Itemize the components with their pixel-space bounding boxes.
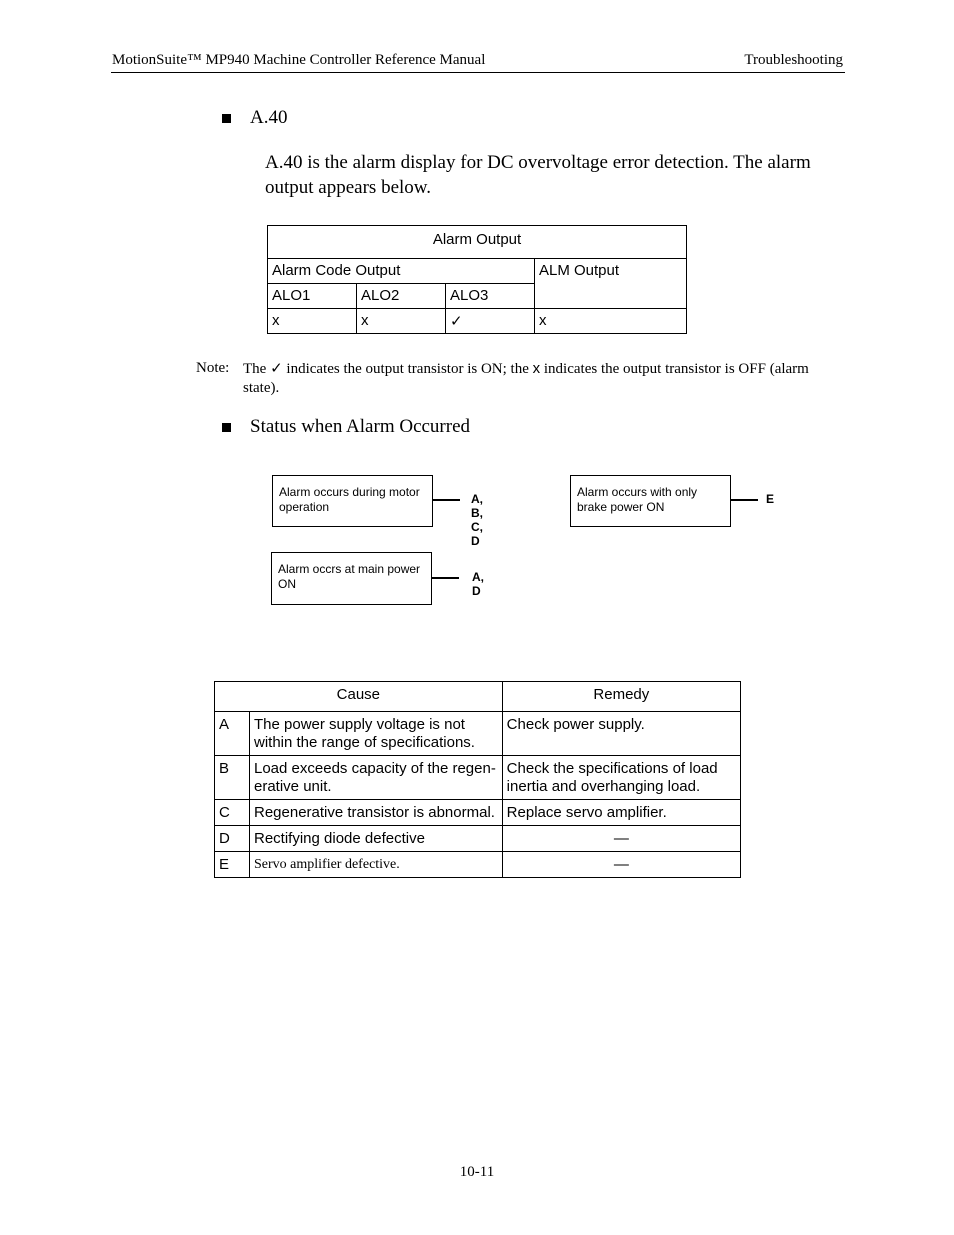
row-letter: D [215, 826, 250, 852]
note-text [243, 359, 816, 398]
connector-line [432, 577, 459, 579]
header-divider [111, 72, 845, 73]
row-remedy: — [502, 852, 740, 878]
cause-header: Cause [215, 682, 503, 712]
check-icon: ✓ [270, 361, 283, 377]
row-cause: The power supply voltage is not within the range of specifications. [250, 712, 503, 756]
row-letter: B [215, 756, 250, 800]
connector-line [433, 499, 460, 501]
status-heading-text: Status when Alarm Occurred [250, 416, 471, 437]
column-alo3: ALO3 [446, 284, 535, 309]
row-cause: Servo amplifier defective. [250, 852, 503, 878]
row-cause: Rectifying diode defective [250, 826, 503, 852]
status-result-brake-power: E [766, 492, 775, 506]
table-row [215, 852, 741, 878]
note-text-1: The [243, 361, 271, 377]
status-result-main-power: A, D [472, 570, 484, 598]
status-heading [222, 416, 470, 438]
alarm-code-output-label: Alarm Code Output [268, 259, 535, 284]
column-alo2: ALO2 [357, 284, 446, 309]
square-bullet-icon [222, 423, 231, 432]
value-alo2: x [357, 309, 446, 334]
alarm-output-title: Alarm Output [268, 226, 687, 259]
alarm-description: A.40 is the alarm display for DC overvoltage error detection. The alarm output appears below. [265, 152, 811, 198]
status-result-motor-operation: A, B, C, D [471, 492, 483, 548]
note-text-2: indicates the output transistor is ON; the [282, 361, 533, 377]
page-number: 10-11 [459, 1164, 495, 1180]
cause-remedy-table [214, 681, 741, 878]
table-row [215, 826, 741, 852]
table-row [215, 800, 741, 826]
status-box-brake-power: Alarm occurs with only brake power ON [570, 475, 731, 527]
alarm-heading [222, 107, 287, 129]
value-alo1: x [268, 309, 357, 334]
column-alo1: ALO1 [268, 284, 357, 309]
remedy-header: Remedy [502, 682, 740, 712]
status-box-main-power: Alarm occrs at main power ON [271, 552, 432, 605]
row-remedy: Check the specifications of load inertia and overhanging load. [502, 756, 740, 800]
row-remedy: Replace servo amplifier. [502, 800, 740, 826]
row-remedy: — [502, 826, 740, 852]
document-title: MotionSuite™ MP940 Machine Controller Reference Manual [112, 52, 486, 68]
alarm-output-table [267, 225, 687, 334]
row-letter: A [215, 712, 250, 756]
note-label: Note: [196, 360, 230, 376]
value-alm: x [535, 309, 687, 334]
connector-line [731, 499, 758, 501]
note [196, 359, 816, 398]
table-row [215, 756, 741, 800]
row-letter: E [215, 852, 250, 878]
status-box-motor-operation: Alarm occurs during motor operation [272, 475, 433, 527]
alm-output-label: ALM Output [535, 259, 687, 309]
row-remedy: Check power supply. [502, 712, 740, 756]
row-cause: Load exceeds capacity of the regen-erative unit. [250, 756, 503, 800]
row-cause: Regenerative transistor is abnormal. [250, 800, 503, 826]
note-text-3: indicates the output transistor is OFF (alarm state). [243, 361, 809, 396]
square-bullet-icon [222, 114, 231, 123]
x-symbol: x [532, 360, 541, 377]
alarm-heading-text: A.40 [250, 107, 288, 128]
value-alo3: ✓ [446, 309, 535, 334]
row-letter: C [215, 800, 250, 826]
section-title: Troubleshooting [744, 52, 843, 68]
table-row [215, 712, 741, 756]
